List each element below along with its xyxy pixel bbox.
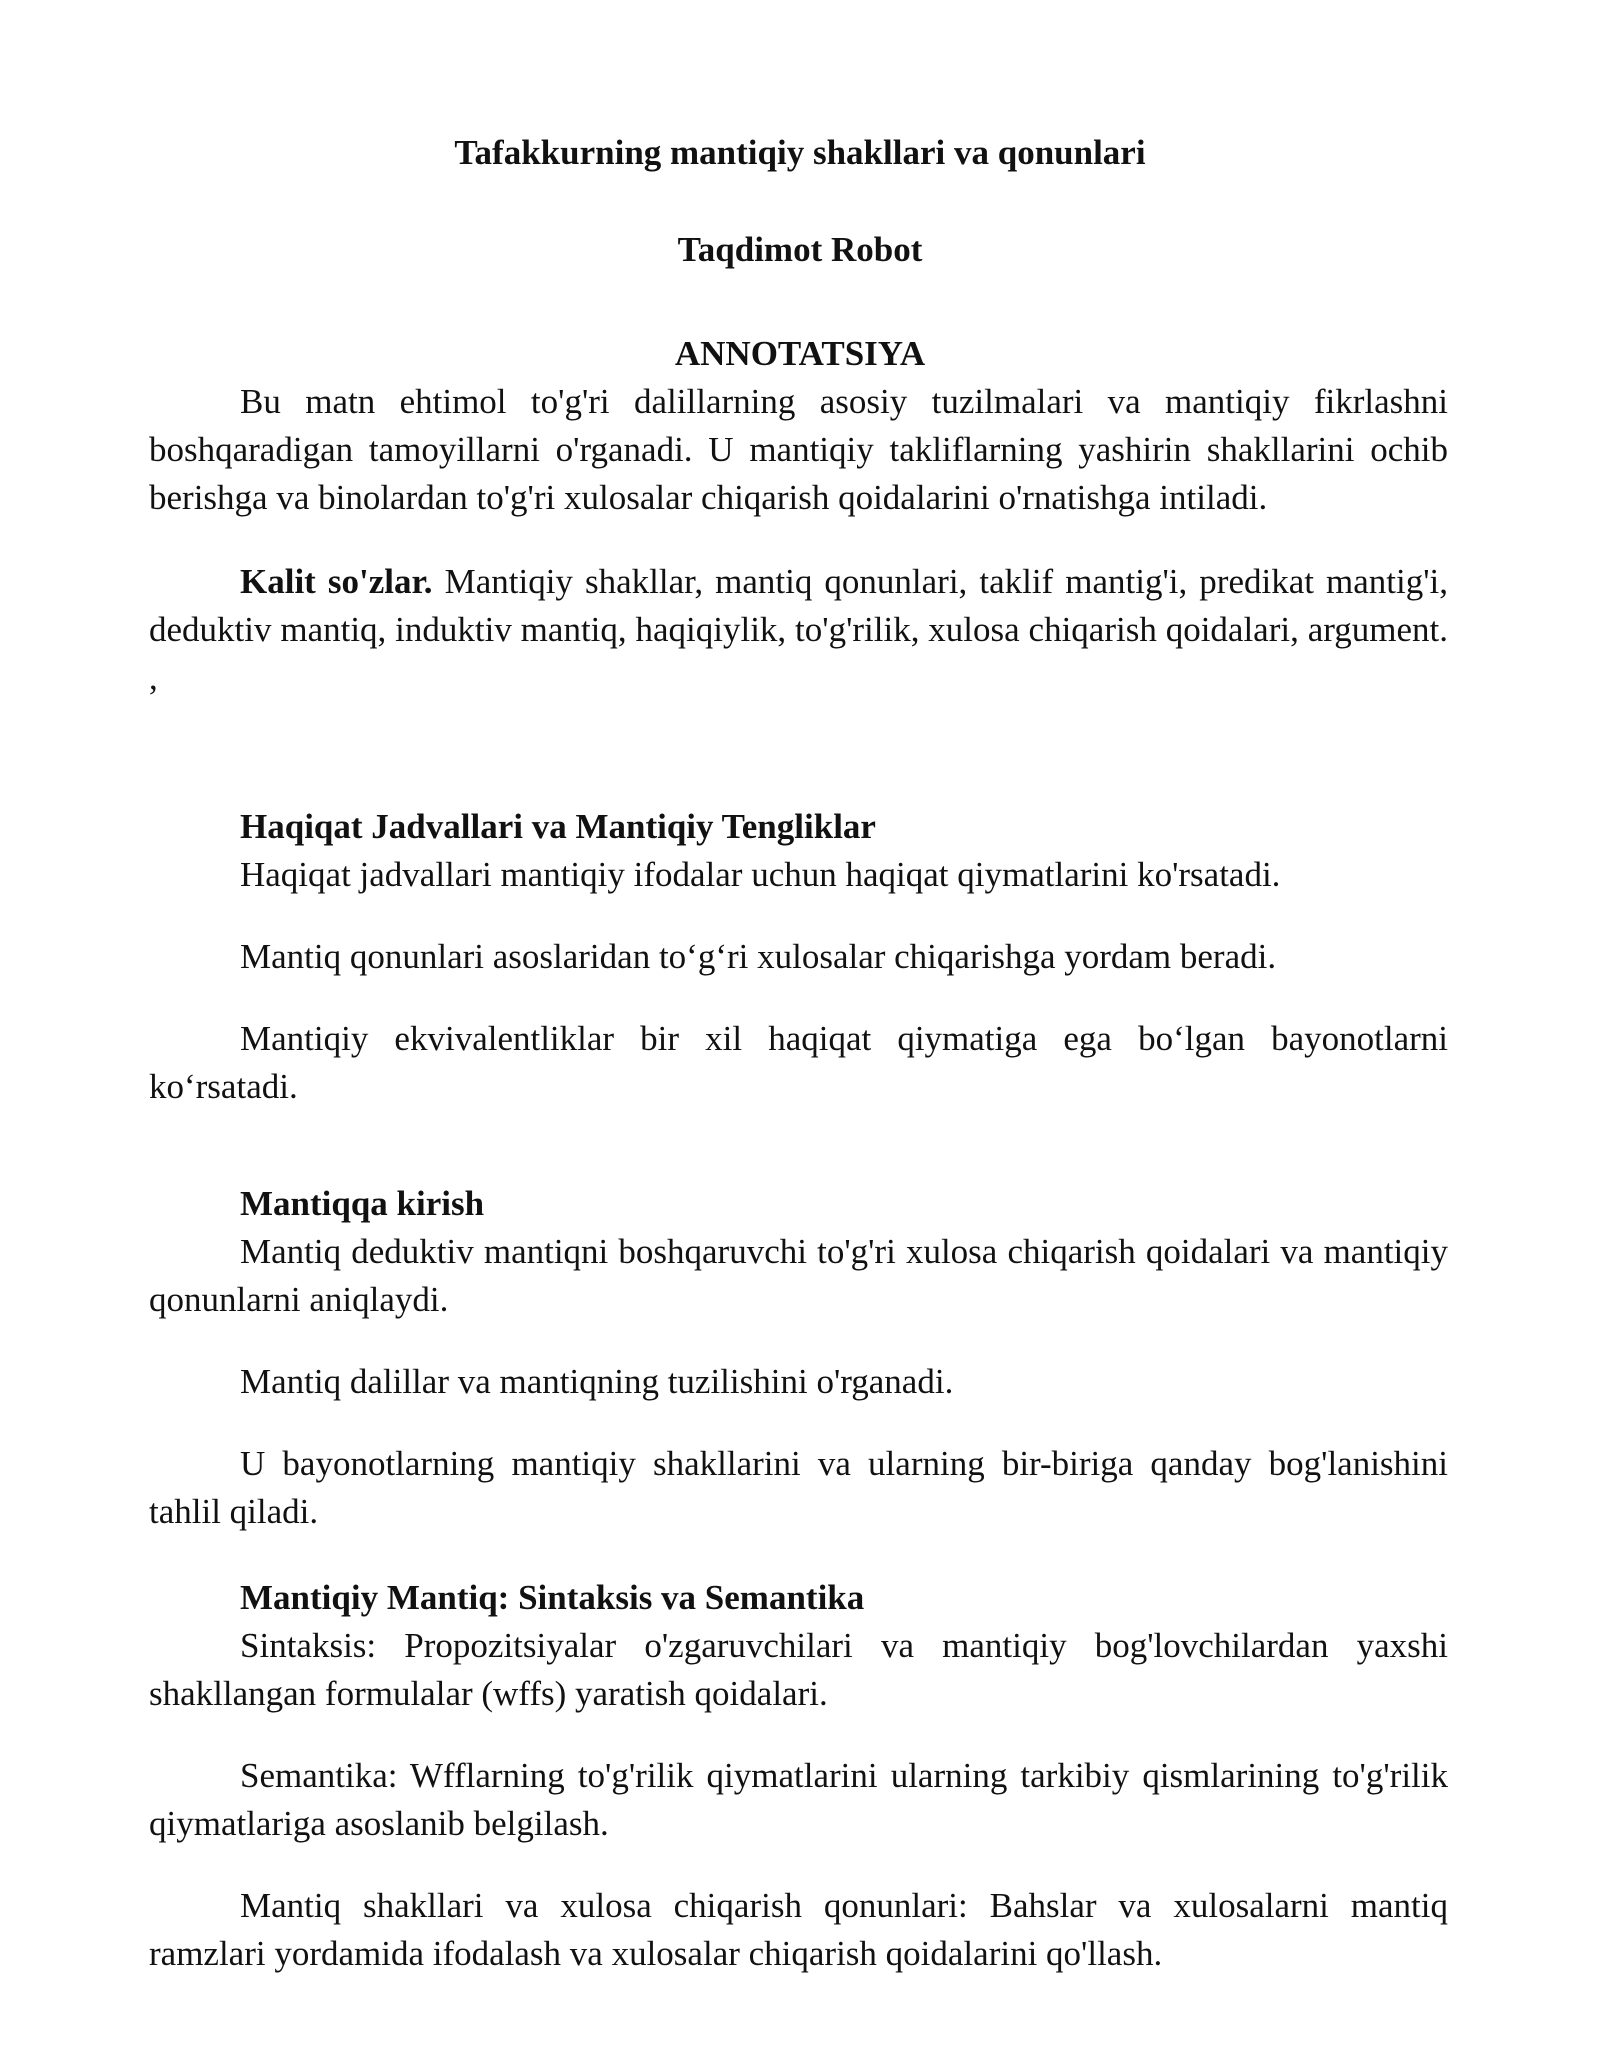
section-paragraph: Semantika: Wfflarning to'g'rilik qiymatlarini ularning tarkibiy qismlarining to'g'rilik qiymatlariga asoslanib belgilash. (149, 1756, 1448, 1843)
section-paragraph: Haqiqat jadvallari mantiqiy ifodalar uchun haqiqat qiymatlarini ko'rsatadi. (240, 855, 1281, 894)
section-paragraph: Mantiq qonunlari asoslaridan to‘g‘ri xulosalar chiqarishga yordam beradi. (240, 937, 1277, 976)
keywords-text: Mantiqiy shakllar, mantiq qonunlari, taklif mantig'i, predikat mantig'i, deduktiv mantiq, induktiv mantiq, haqiqiylik, to'g'rilik, xulosa chiqarish qoidalari, argument. , (149, 562, 1448, 697)
keywords-label: Kalit so'zlar. (240, 562, 433, 601)
document-title: Tafakkurning mantiqiy shakllari va qonunlari (454, 133, 1146, 172)
annotation-paragraph: Bu matn ehtimol to'g'ri dalillarning asosiy tuzilmalari va mantiqiy fikrlashni boshqaradigan tamoyillarni o'rganadi. U mantiqiy takliflarning yashirin shakllarini ochib berishga va binolardan to'g'ri xulosalar chiqarish qoidalarini o'rnatishga intiladi. (149, 382, 1448, 517)
section-paragraph: Mantiq dalillar va mantiqning tuzilishini o'rganadi. (240, 1362, 954, 1401)
annotation-heading: ANNOTATSIYA (674, 334, 926, 373)
section-paragraph: Sintaksis: Propozitsiyalar o'zgaruvchilari va mantiqiy bog'lovchilardan yaxshi shakllangan formulalar (wffs) yaratish qoidalari. (149, 1626, 1448, 1713)
keywords-paragraph (149, 558, 1448, 702)
section-paragraph: Mantiq deduktiv mantiqni boshqaruvchi to'g'ri xulosa chiqarish qoidalari va mantiqiy qonunlarni aniqlaydi. (149, 1232, 1448, 1319)
section-heading-intro-logic: Mantiqqa kirish (240, 1184, 485, 1223)
section-paragraph: Mantiq shakllari va xulosa chiqarish qonunlari: Bahslar va xulosalarni mantiq ramzlari yordamida ifodalash va xulosalar chiqarish qoidalarini qo'llash. (149, 1886, 1448, 1973)
section-heading-truth-tables: Haqiqat Jadvallari va Mantiqiy Tengliklar (240, 807, 876, 846)
section-paragraph: Mantiqiy ekvivalentliklar bir xil haqiqat qiymatiga ega bo‘lgan bayonotlarni ko‘rsatadi. (149, 1019, 1448, 1106)
document-author: Taqdimot Robot (677, 230, 923, 269)
section-heading-syntax-semantics: Mantiqiy Mantiq: Sintaksis va Semantika (240, 1578, 865, 1617)
section-paragraph: U bayonotlarning mantiqiy shakllarini va ularning bir-biriga qanday bog'lanishini tahlil qiladi. (149, 1444, 1448, 1531)
